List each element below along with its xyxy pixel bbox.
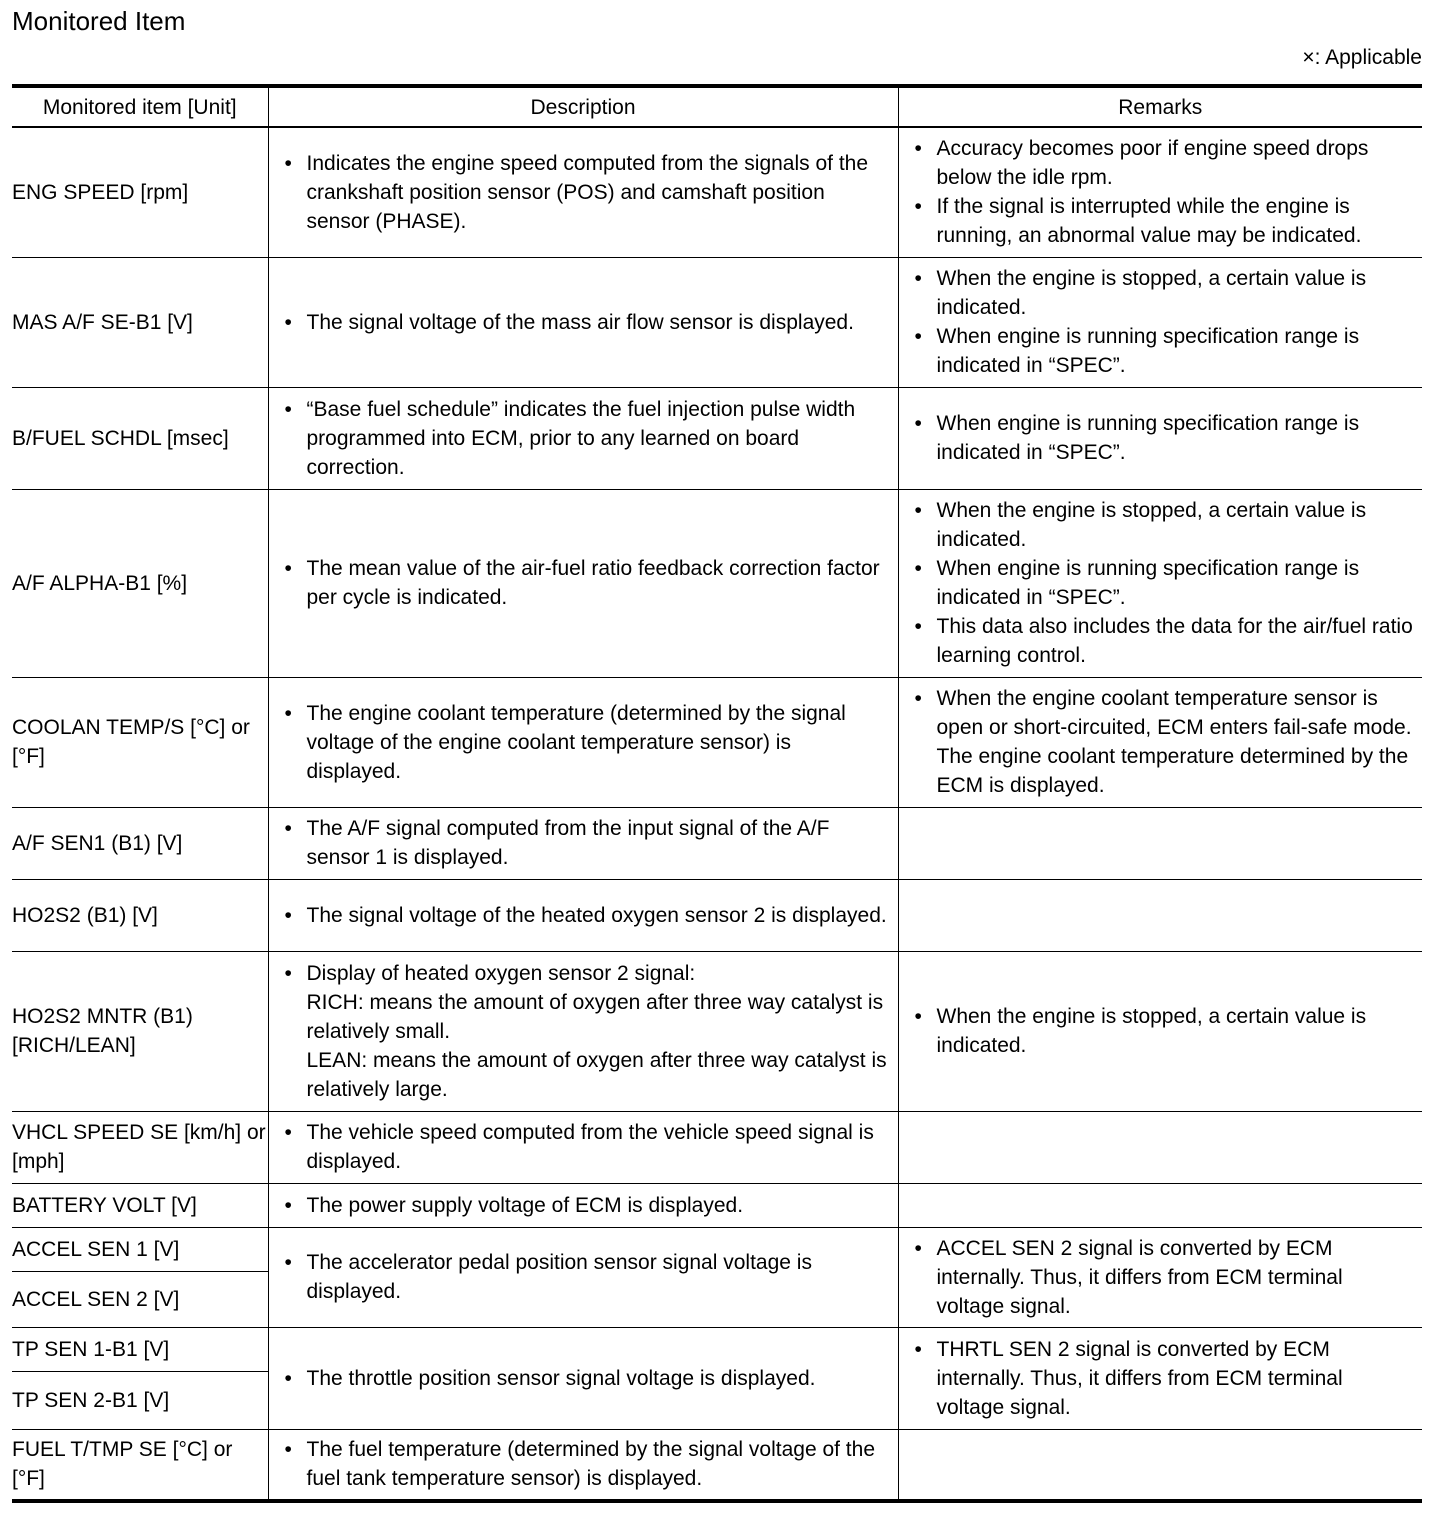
header-remarks: Remarks: [898, 86, 1422, 127]
header-monitored-item: Monitored item [Unit]: [12, 86, 268, 127]
item-cell: TP SEN 2-B1 [V]: [12, 1371, 268, 1429]
description-bullet: • “Base fuel schedule” indicates the fuel injection pulse width programmed into ECM, prior to any learned on board correction.: [269, 395, 898, 482]
description-bullet: • The mean value of the air-fuel ratio feedback correction factor per cycle is indicated.: [269, 554, 898, 612]
table-row: [12, 1111, 1422, 1183]
item-cell: MAS A/F SE-B1 [V]: [12, 257, 268, 387]
item-cell: FUEL T/TMP SE [°C] or [°F]: [12, 1429, 268, 1501]
description-cell: [268, 677, 898, 807]
description-bullet: • The accelerator pedal position sensor signal voltage is displayed.: [269, 1248, 898, 1306]
item-cell: TP SEN 1-B1 [V]: [12, 1327, 268, 1371]
remarks-cell: [898, 1183, 1422, 1227]
description-cell: [268, 879, 898, 951]
description-cell: [268, 127, 898, 257]
description-bullet: • The throttle position sensor signal voltage is displayed.: [269, 1364, 898, 1393]
remark-bullet: • When engine is running specification range is indicated in “SPEC”.: [899, 554, 1423, 612]
description-bullet: • The engine coolant temperature (determined by the signal voltage of the engine coolant temperature sensor) is displayed.: [269, 699, 898, 786]
header-description: Description: [268, 86, 898, 127]
description-cell: [268, 387, 898, 489]
remarks-cell: [898, 127, 1422, 257]
applicable-legend: ×: Applicable: [1302, 46, 1422, 69]
remarks-cell: [898, 387, 1422, 489]
item-cell: COOLAN TEMP/S [°C] or [°F]: [12, 677, 268, 807]
table-row: [12, 257, 1422, 387]
description-cell: [268, 1111, 898, 1183]
table-row: [12, 879, 1422, 951]
description-bullet: • The vehicle speed computed from the vehicle speed signal is displayed.: [269, 1118, 898, 1176]
remark-bullet: • ACCEL SEN 2 signal is converted by ECM internally. Thus, it differs from ECM terminal voltage signal.: [899, 1234, 1423, 1321]
table-row: [12, 951, 1422, 1111]
description-bullet: • The signal voltage of the mass air flow sensor is displayed.: [269, 308, 898, 337]
remarks-cell: [898, 257, 1422, 387]
description-cell: [268, 489, 898, 677]
description-bullet: • Indicates the engine speed computed from the signals of the crankshaft position sensor (POS) and camshaft position sensor (PHASE).: [269, 149, 898, 236]
item-cell: ENG SPEED [rpm]: [12, 127, 268, 257]
description-line: RICH: means the amount of oxygen after three way catalyst is relatively small.: [306, 990, 884, 1043]
table-row: [12, 1429, 1422, 1501]
description-bullet: • The signal voltage of the heated oxygen sensor 2 is displayed.: [269, 901, 898, 930]
description-cell: [268, 1429, 898, 1501]
remark-bullet: • When engine is running specification range is indicated in “SPEC”.: [899, 409, 1423, 467]
page-title: Monitored Item: [12, 6, 186, 36]
remarks-cell: [898, 951, 1422, 1111]
item-cell: ACCEL SEN 1 [V]: [12, 1227, 268, 1271]
item-cell: A/F ALPHA-B1 [%]: [12, 489, 268, 677]
table-row: [12, 1227, 1422, 1271]
description-cell: [268, 951, 898, 1111]
table-header-row: [12, 86, 1422, 127]
description-bullet: • The fuel temperature (determined by the signal voltage of the fuel tank temperature sensor) is displayed.: [269, 1435, 898, 1493]
description-bullet: • The A/F signal computed from the input signal of the A/F sensor 1 is displayed.: [269, 814, 898, 872]
remark-bullet: • When the engine coolant temperature sensor is open or short-circuited, ECM enters fail-safe mode. The engine coolant temperature determined by the ECM is displayed.: [899, 684, 1423, 800]
remarks-cell: [898, 879, 1422, 951]
remark-bullet: • When engine is running specification range is indicated in “SPEC”.: [899, 322, 1423, 380]
table-row: [12, 387, 1422, 489]
description-line: • Display of heated oxygen sensor 2 signal:: [306, 961, 696, 985]
description-cell: [268, 1327, 898, 1429]
remarks-cell: [898, 677, 1422, 807]
table-row: [12, 127, 1422, 257]
description-cell: [268, 1227, 898, 1327]
remark-bullet: • THRTL SEN 2 signal is converted by ECM internally. Thus, it differs from ECM terminal voltage signal.: [899, 1335, 1423, 1422]
remarks-cell: [898, 489, 1422, 677]
remark-bullet: • If the signal is interrupted while the engine is running, an abnormal value may be indicated.: [899, 192, 1423, 250]
remark-bullet: • When the engine is stopped, a certain value is indicated.: [899, 1002, 1423, 1060]
monitored-item-table: [12, 84, 1422, 1503]
description-cell: [268, 257, 898, 387]
item-cell: A/F SEN1 (B1) [V]: [12, 807, 268, 879]
item-cell: BATTERY VOLT [V]: [12, 1183, 268, 1227]
remark-bullet: • Accuracy becomes poor if engine speed drops below the idle rpm.: [899, 134, 1423, 192]
table-row: [12, 1183, 1422, 1227]
description-cell: [268, 807, 898, 879]
table-row: [12, 807, 1422, 879]
item-cell: VHCL SPEED SE [km/h] or [mph]: [12, 1111, 268, 1183]
remarks-cell: [898, 1429, 1422, 1501]
item-cell: HO2S2 MNTR (B1) [RICH/LEAN]: [12, 951, 268, 1111]
description-bullet: [269, 959, 898, 1104]
table-row: [12, 677, 1422, 807]
remarks-cell: [898, 1227, 1422, 1327]
item-cell: ACCEL SEN 2 [V]: [12, 1271, 268, 1327]
remarks-cell: [898, 1327, 1422, 1429]
description-cell: [268, 1183, 898, 1227]
remark-bullet: • This data also includes the data for the air/fuel ratio learning control.: [899, 612, 1423, 670]
item-cell: B/FUEL SCHDL [msec]: [12, 387, 268, 489]
remark-bullet: • When the engine is stopped, a certain value is indicated.: [899, 264, 1423, 322]
remark-bullet: • When the engine is stopped, a certain value is indicated.: [899, 496, 1423, 554]
remarks-cell: [898, 807, 1422, 879]
description-line: LEAN: means the amount of oxygen after three way catalyst is relatively large.: [306, 1048, 887, 1101]
table-row: [12, 489, 1422, 677]
remarks-cell: [898, 1111, 1422, 1183]
description-bullet: • The power supply voltage of ECM is displayed.: [269, 1191, 898, 1220]
item-cell: HO2S2 (B1) [V]: [12, 879, 268, 951]
table-row: [12, 1327, 1422, 1371]
